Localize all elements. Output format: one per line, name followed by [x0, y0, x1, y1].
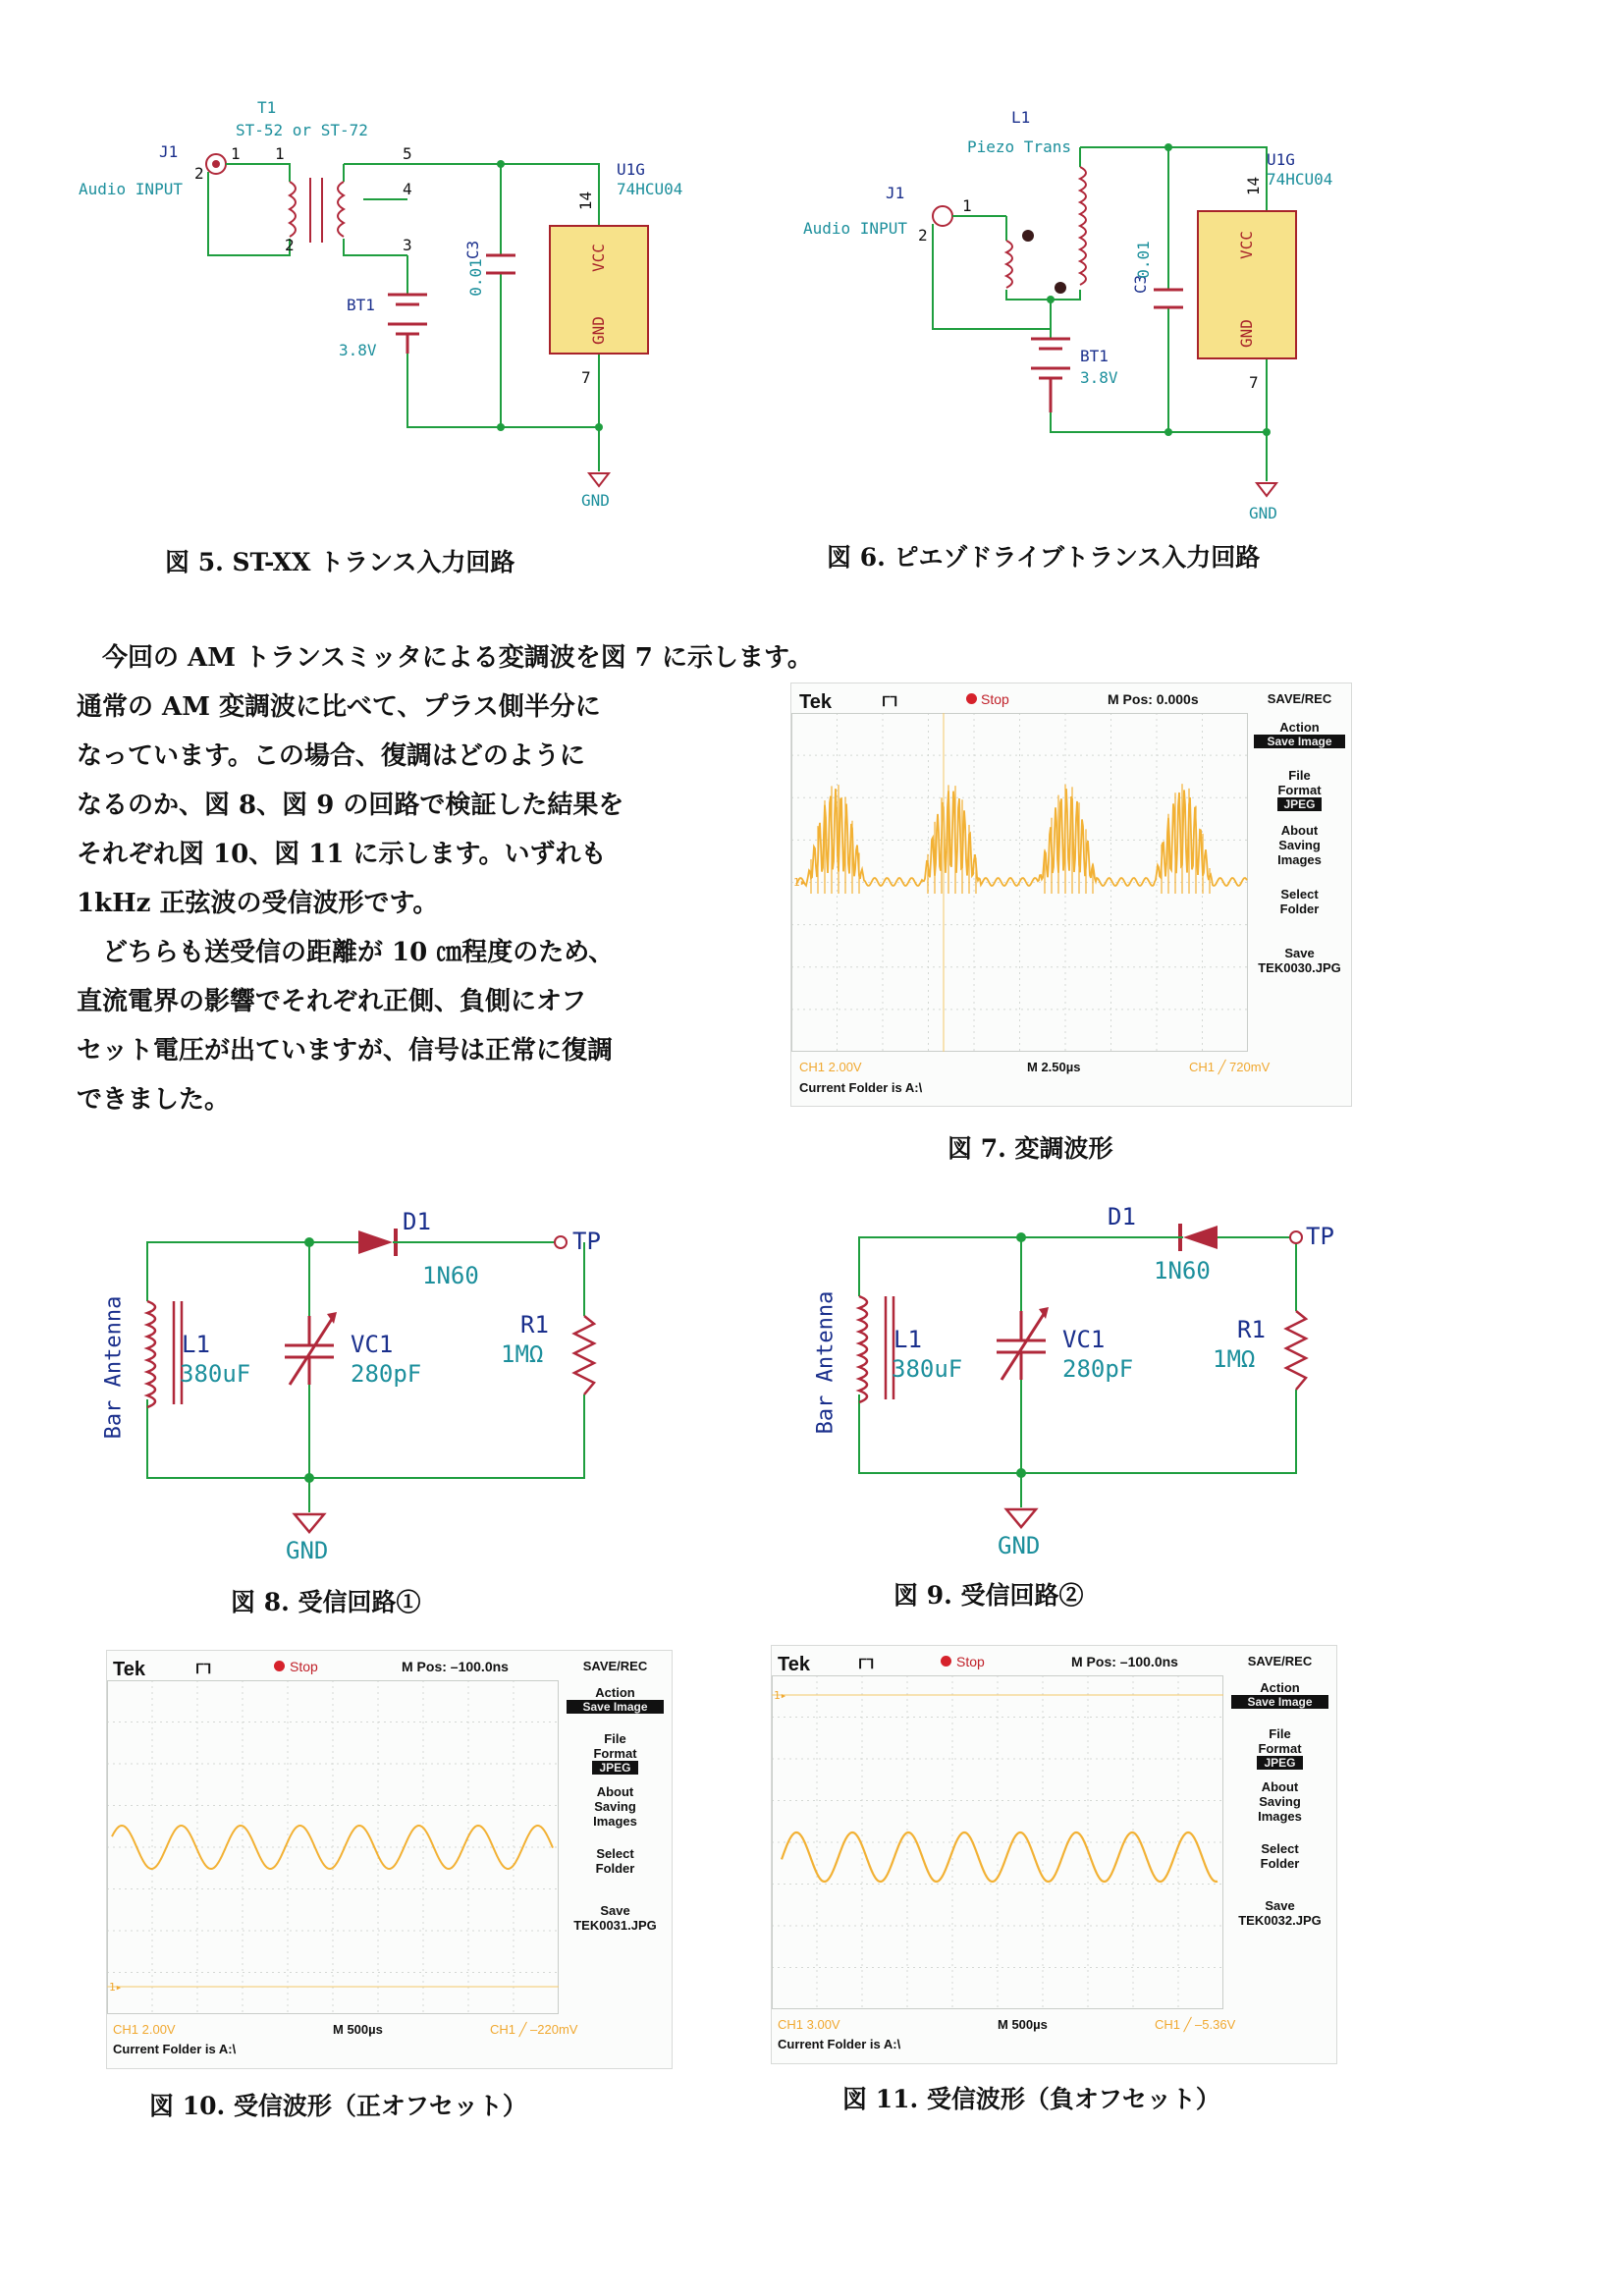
fig6-l1-value: Piezo Trans	[967, 137, 1071, 156]
fig10-plot	[107, 1680, 559, 2014]
sine-trace	[782, 1832, 1218, 1882]
fig6-gnd: GND	[1249, 504, 1277, 522]
stop-indicator-icon	[966, 693, 977, 704]
scope-grid	[107, 1680, 559, 2014]
fig10-format[interactable]: Format	[593, 1746, 637, 1761]
fig10-menu-title: SAVE/REC	[582, 1659, 648, 1673]
fig11-action[interactable]: Action	[1260, 1680, 1300, 1695]
fig7-scope	[790, 683, 1352, 1107]
fig7-timebase: M 2.50µs	[1027, 1060, 1081, 1074]
fig7-menu-title: SAVE/REC	[1267, 691, 1332, 706]
fig11-saving: Saving	[1259, 1794, 1301, 1809]
fig11-timebase: M 500µs	[998, 2017, 1048, 2032]
fig7-menu	[1248, 683, 1351, 1052]
fig10-trig-icon: ᒥᒣ	[195, 1661, 212, 1676]
fig5-u1g-ref: U1G	[617, 160, 645, 179]
fig11-select[interactable]: Select	[1261, 1841, 1299, 1856]
fig7-images: Images	[1277, 852, 1322, 867]
fig11-menu-title: SAVE/REC	[1247, 1654, 1313, 1668]
fig5-gnd: GND	[581, 491, 610, 510]
fig8-d1-value: 1N60	[422, 1262, 479, 1289]
fig11-waveform	[772, 1675, 1223, 2009]
fig10-menu	[559, 1651, 672, 2019]
fig5-t1-ref: T1	[257, 98, 277, 117]
body-line-8: 直流電界の影響でそれぞれ正側、負側にオフ	[77, 987, 587, 1016]
modulated-trace	[796, 789, 1247, 886]
fig9-antenna: Bar Antenna	[813, 1290, 839, 1435]
fig9-gnd: GND	[998, 1532, 1041, 1559]
body-line-6: 1kHz 正弦波の受信波形です。	[77, 889, 439, 918]
fig11-action-value[interactable]: Save Image	[1231, 1695, 1328, 1709]
fig5-pin2: 2	[194, 164, 204, 183]
fig10-current-folder: Current Folder is A:\	[113, 2042, 237, 2056]
fig5-pin14: 14	[576, 191, 596, 211]
fig5-u1g-value: 74HCU04	[617, 180, 683, 198]
fig6-vcc: VCC	[1236, 231, 1256, 259]
fig8-tp: TP	[572, 1228, 601, 1255]
fig11-format[interactable]: Format	[1258, 1741, 1302, 1756]
fig9-r1: R1	[1237, 1316, 1266, 1343]
fig6-labels	[785, 93, 1394, 525]
fig10-timebase: M 500µs	[333, 2022, 383, 2037]
fig10-scope	[106, 1650, 673, 2069]
fig11-current-folder: Current Folder is A:\	[778, 2037, 901, 2051]
fig5-pin1b: 1	[275, 144, 285, 163]
fig5-pin1: 1	[231, 144, 241, 163]
stop-indicator-icon	[274, 1661, 285, 1671]
fig7-filename: TEK0030.JPG	[1258, 960, 1341, 975]
body-text	[77, 633, 813, 1124]
fig8-r1-value: 1MΩ	[501, 1340, 544, 1368]
fig5-c3: C3	[463, 240, 483, 260]
fig6-j1-label: Audio INPUT	[803, 219, 907, 238]
fig11-filename: TEK0032.JPG	[1238, 1913, 1322, 1928]
fig7-ch1-marker: 1▸	[793, 876, 807, 889]
fig11-menu	[1223, 1646, 1336, 2014]
fig7-plot	[791, 713, 1248, 1052]
fig5-j1-ref: J1	[159, 142, 179, 161]
fig8-l1: L1	[182, 1331, 210, 1358]
fig7-saving: Saving	[1278, 838, 1321, 852]
fig7-waveform	[791, 713, 1248, 1052]
body-line-1: 今回の AM トランスミッタによる変調波を図 7 に示します。	[102, 643, 813, 673]
fig10-waveform	[107, 1680, 559, 2014]
fig5-labels	[69, 93, 717, 525]
fig11-plot	[772, 1675, 1223, 2009]
fig9-labels	[805, 1203, 1355, 1566]
fig8-caption: 図 8. 受信回路①	[231, 1588, 421, 1616]
fig7-ch1: CH1 2.00V	[799, 1060, 862, 1074]
fig5-pin7: 7	[581, 368, 591, 387]
fig10-trigger: CH1 ╱ –220mV	[490, 2022, 578, 2037]
fig11-trig-icon: ᒥᒣ	[858, 1656, 875, 1671]
fig10-mpos: M Pos: –100.0ns	[402, 1659, 509, 1674]
fig7-about[interactable]: About	[1280, 823, 1319, 838]
fig9-d1-value: 1N60	[1154, 1257, 1211, 1285]
fig7-mpos: M Pos: 0.000s	[1108, 691, 1199, 707]
body-line-2: 通常の AM 変調波に比べて、プラス側半分に	[77, 692, 601, 722]
fig6-bt1-value: 3.8V	[1080, 368, 1118, 387]
fig11-file: File	[1269, 1726, 1291, 1741]
fig10-saving: Saving	[594, 1799, 636, 1814]
fig5-pin2b: 2	[285, 236, 295, 254]
fig11-trigger: CH1 ╱ –5.36V	[1155, 2017, 1236, 2032]
fig11-brand: Tek	[778, 1654, 810, 1675]
body-line-3: なっています。この場合、復調はどのように	[77, 741, 585, 771]
fig6-j1-ref: J1	[886, 184, 905, 202]
fig9-vc1: VC1	[1062, 1326, 1106, 1353]
fig8-l1-value: 380uF	[180, 1360, 251, 1388]
fig10-action[interactable]: Action	[595, 1685, 635, 1700]
fig7-format[interactable]: Format	[1277, 783, 1322, 797]
fig10-filename: TEK0031.JPG	[573, 1918, 657, 1933]
fig10-action-value[interactable]: Save Image	[567, 1700, 664, 1714]
fig11-ch1-marker: 1▸	[774, 1689, 787, 1702]
fig11-images: Images	[1258, 1809, 1302, 1824]
body-line-9: セット電圧が出ていますが、信号は正常に復調	[77, 1036, 614, 1066]
fig8-gnd: GND	[286, 1537, 329, 1564]
fig6-c3: C3	[1131, 274, 1151, 295]
fig9-caption: 図 9. 受信回路②	[893, 1581, 1084, 1610]
fig5-pin3: 3	[403, 236, 412, 254]
body-line-7: どちらも送受信の距離が 10 ㎝程度のため、	[102, 938, 615, 967]
fig5-pin5: 5	[403, 144, 412, 163]
fig11-scope	[771, 1645, 1337, 2064]
fig10-save[interactable]: Save	[600, 1903, 630, 1918]
fig10-about[interactable]: About	[596, 1784, 634, 1799]
fig7-trigger: CH1 ╱ 720mV	[1189, 1060, 1271, 1074]
fig10-caption: 図 10. 受信波形（正オフセット）	[149, 2092, 527, 2120]
fig10-format-value[interactable]: JPEG	[592, 1761, 638, 1775]
fig11-about[interactable]: About	[1261, 1779, 1299, 1794]
fig11-folder: Folder	[1260, 1856, 1300, 1871]
scope-grid	[772, 1675, 1223, 2009]
fig6-u1g-value: 74HCU04	[1267, 170, 1333, 189]
fig10-status: Stop	[290, 1659, 318, 1674]
fig6-u1g-ref: U1G	[1267, 150, 1295, 169]
fig10-ch1: CH1 2.00V	[113, 2022, 176, 2037]
body-line-4: なるのか、図 8、図 9 の回路で検証した結果を	[77, 791, 624, 820]
fig8-antenna: Bar Antenna	[101, 1295, 127, 1440]
fig5-caption: 図 5. ST-XX トランス入力回路	[165, 548, 515, 576]
fig6-pin2: 2	[918, 226, 928, 245]
fig7-action-value[interactable]: Save Image	[1254, 735, 1345, 748]
fig10-select[interactable]: Select	[596, 1846, 634, 1861]
fig9-d1: D1	[1108, 1203, 1136, 1230]
fig5-bt1: BT1	[347, 296, 375, 314]
fig5-t1-value: ST-52 or ST-72	[236, 121, 368, 139]
fig7-save[interactable]: Save	[1284, 946, 1315, 960]
fig9-l1: L1	[893, 1326, 922, 1353]
fig5-pin4: 4	[403, 180, 412, 198]
fig5-vcc: VCC	[588, 244, 608, 272]
stop-indicator-icon	[941, 1656, 951, 1667]
fig10-ch1-marker: 1▸	[109, 1981, 123, 1994]
fig6-pin1: 1	[962, 196, 972, 215]
fig5-j1-label: Audio INPUT	[79, 180, 183, 198]
fig7-status: Stop	[981, 691, 1009, 707]
fig9-r1-value: 1MΩ	[1213, 1345, 1256, 1373]
fig10-file: File	[604, 1731, 626, 1746]
fig11-save[interactable]: Save	[1265, 1898, 1295, 1913]
fig8-labels	[93, 1208, 643, 1571]
fig6-c3-value: 0.01	[1133, 241, 1153, 279]
fig6-caption: 図 6. ピエゾドライブトランス入力回路	[827, 543, 1261, 572]
fig11-format-value[interactable]: JPEG	[1257, 1756, 1303, 1770]
fig7-current-folder: Current Folder is A:\	[799, 1080, 923, 1095]
body-line-5: それぞれ図 10、図 11 に示します。いずれも	[77, 840, 607, 869]
fig6-pin7: 7	[1249, 373, 1259, 392]
fig9-vc1-value: 280pF	[1062, 1355, 1134, 1383]
fig7-trig-icon: ᒥᒣ	[882, 693, 898, 709]
fig10-images: Images	[593, 1814, 637, 1829]
fig5-c3-value: 0.01	[465, 258, 485, 297]
fig7-brand: Tek	[799, 691, 832, 713]
fig6-l1-ref: L1	[1011, 108, 1031, 127]
fig7-select[interactable]: Select	[1280, 887, 1319, 902]
fig8-d1: D1	[403, 1208, 431, 1235]
fig11-mpos: M Pos: –100.0ns	[1071, 1654, 1178, 1669]
fig8-r1: R1	[520, 1311, 549, 1339]
fig10-folder: Folder	[595, 1861, 635, 1876]
fig7-action[interactable]: Action	[1279, 720, 1320, 735]
fig11-caption: 図 11. 受信波形（負オフセット）	[842, 2085, 1220, 2113]
fig10-brand: Tek	[113, 1659, 145, 1680]
fig11-ch1: CH1 3.00V	[778, 2017, 840, 2032]
fig7-folder: Folder	[1279, 902, 1320, 916]
fig11-status: Stop	[956, 1654, 985, 1669]
fig5-bt1-value: 3.8V	[339, 341, 377, 359]
fig8-vc1: VC1	[351, 1331, 394, 1358]
body-line-10: できました。	[77, 1085, 231, 1115]
fig7-file: File	[1288, 768, 1311, 783]
fig5-gnd-pin: GND	[588, 316, 608, 345]
fig8-vc1-value: 280pF	[351, 1360, 422, 1388]
fig6-bt1: BT1	[1080, 347, 1109, 365]
fig7-caption: 図 7. 変調波形	[947, 1134, 1113, 1163]
fig9-l1-value: 380uF	[892, 1355, 963, 1383]
fig7-format-value[interactable]: JPEG	[1277, 797, 1322, 811]
fig6-gnd-pin: GND	[1236, 319, 1256, 348]
fig6-pin14: 14	[1244, 176, 1264, 196]
fig9-tp: TP	[1306, 1223, 1334, 1250]
